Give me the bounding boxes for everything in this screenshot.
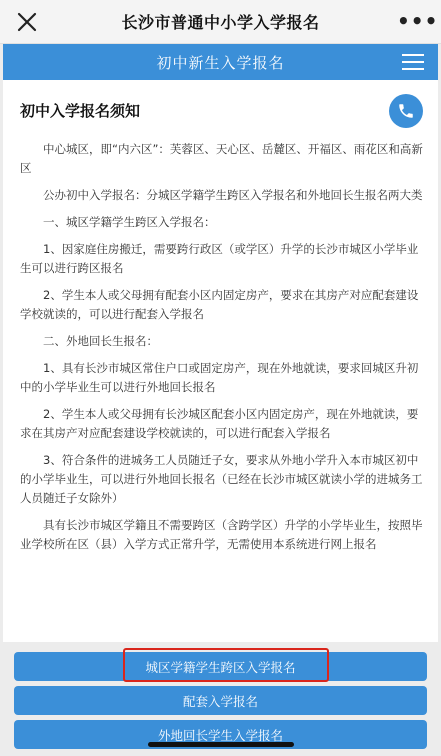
app-title-bar [0, 0, 441, 44]
home-indicator [148, 742, 294, 747]
notice-paragraph: 中心城区，即“内六区”：芙蓉区、天心区、岳麓区、开福区、雨花区和高新区 [20, 142, 423, 175]
notice-paragraph: 公办初中入学报名：分城区学籍学生跨区入学报名和外地回长生报名两大类 [43, 188, 423, 202]
notice-card [3, 80, 438, 642]
cross-district-enroll-button[interactable]: 城区学籍学生跨区入学报名 [14, 652, 427, 681]
highlight-box [123, 648, 329, 682]
page-title: 初中新生入学报名 [156, 53, 285, 72]
more-dots-icon[interactable]: ••• [397, 9, 439, 33]
notice-body [20, 140, 424, 562]
page-header [3, 44, 438, 80]
notice-paragraph: 2、学生本人或父母拥有长沙城区配套小区内固定房产，现在外地就读，要求在其房产对应配套建设学校就读的，可以进行配套入学报名 [20, 407, 419, 440]
window-title: 长沙市普通中小学入学报名 [121, 13, 320, 32]
notice-paragraph: 一、城区学籍学生跨区入学报名： [43, 215, 216, 229]
close-icon[interactable] [14, 9, 40, 35]
notice-paragraph: 二、外地回长生报名： [43, 334, 158, 348]
notice-paragraph: 3、符合条件的进城务工人员随迁子女，要求从外地小学升入本市城区初中的小学毕业生，可以进行外地回长报名（已经在长沙市城区就读小学的进城务工人员随迁子女除外） [20, 453, 423, 505]
notice-paragraph: 1、具有长沙市城区常住户口或固定房产，现在外地就读，要求回城区升初中的小学毕业生可以进行外地回长报名 [20, 361, 419, 394]
notice-paragraph: 2、学生本人或父母拥有配套小区内固定房产，要求在其房产对应配套建设学校就读的，可以进行配套入学报名 [20, 288, 419, 321]
outside-return-enroll-button[interactable]: 外地回长学生入学报名 [14, 720, 427, 749]
notice-heading: 初中入学报名须知 [20, 102, 141, 120]
phone-icon[interactable] [389, 94, 423, 128]
notice-paragraph: 具有长沙市城区学籍且不需要跨区（含跨学区）升学的小学毕业生，按照毕业学校所在区（县）入学方式正常升学，无需使用本系统进行网上报名 [20, 518, 423, 551]
notice-paragraph: 1、因家庭住房搬迁，需要跨行政区（或学区）升学的长沙市城区小学毕业生可以进行跨区报名 [20, 242, 419, 275]
hamburger-menu-icon[interactable] [402, 54, 424, 70]
supporting-enroll-button[interactable]: 配套入学报名 [14, 686, 427, 715]
